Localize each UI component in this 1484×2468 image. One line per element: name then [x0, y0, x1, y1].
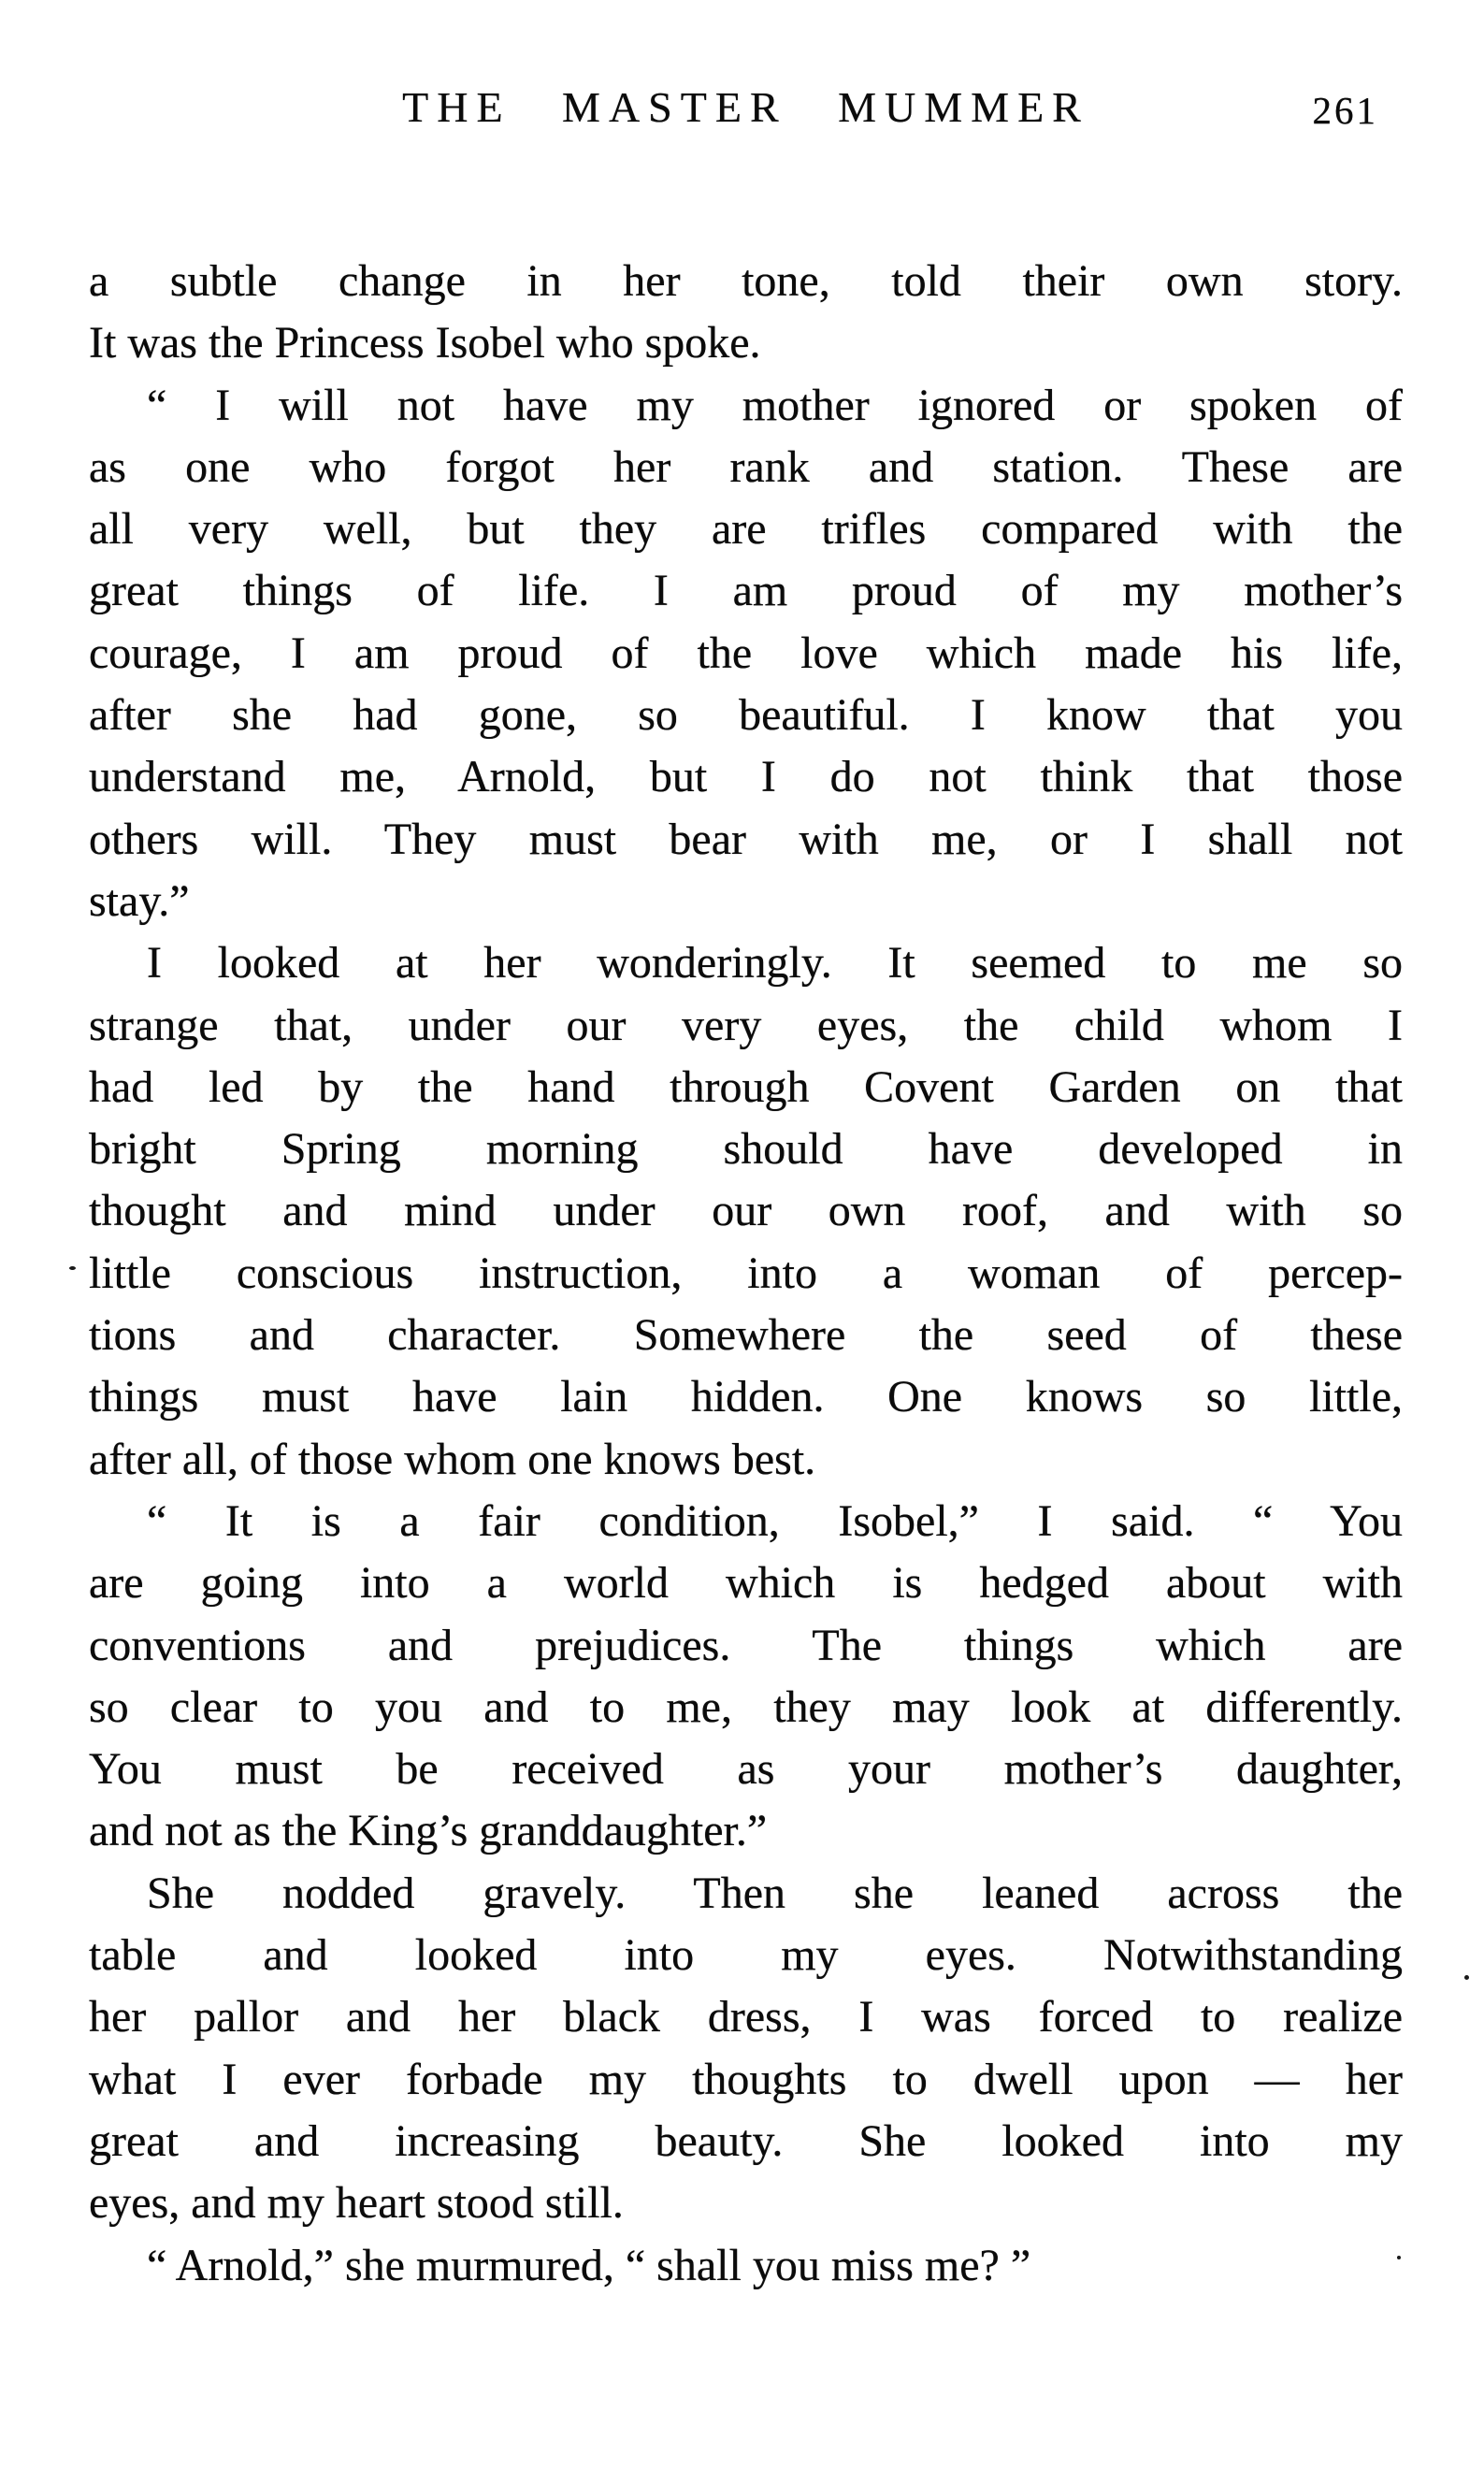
page-body [89, 251, 1403, 2297]
paragraph [89, 2235, 1403, 2297]
text-line: things must have lain hidden. One knows so little, [89, 1372, 1403, 1422]
text-line: all very well, but they are trifles compared with the [89, 504, 1403, 555]
text-line: “ It is a fair condition, Isobel,” I said. “ You [147, 1495, 1403, 1546]
text-line: others will. They must bear with me, or I shall not [89, 814, 1403, 864]
text-line: bright Spring morning should have developed in [89, 1124, 1403, 1175]
scan-speck [1464, 1975, 1469, 1980]
text-line: I looked at her wonderingly. It seemed to me so [147, 938, 1403, 989]
text-line: understand me, Arnold, but I do not think that those [89, 752, 1403, 802]
text-line: table and looked into my eyes. Notwithstanding [89, 1930, 1403, 1981]
text-line: conventions and prejudices. The things which are [89, 1620, 1403, 1670]
page-number: 261 [1312, 89, 1378, 132]
text-line: as one who forgot her rank and station. These are [89, 441, 1403, 492]
text-line: You must be received as your mother’s daughter, [89, 1744, 1403, 1795]
text-line: after she had gone, so beautiful. I know that you [89, 690, 1403, 741]
scan-speck [69, 1266, 76, 1270]
paragraph [89, 1863, 1403, 2235]
text-line: strange that, under our very eyes, the child whom I [89, 1000, 1403, 1050]
text-line: It was the Princess Isobel who spoke. [89, 318, 761, 368]
text-line: courage, I am proud of the love which made his life, [89, 628, 1403, 678]
text-line: “ I will not have my mother ignored or spoken of [147, 380, 1403, 430]
text-line: a subtle change in her tone, told their own story. [89, 256, 1403, 306]
paragraph [89, 932, 1403, 1491]
text-line: tions and character. Somewhere the seed of these [89, 1310, 1403, 1361]
text-line: what I ever forbade my thoughts to dwell upon — her [89, 2054, 1403, 2104]
text-line: great and increasing beauty. She looked into my [89, 2115, 1403, 2166]
text-line: little conscious instruction, into a woman of percep- [89, 1248, 1403, 1298]
scan-speck [1397, 2256, 1401, 2259]
text-line: her pallor and her black dress, I was forced to realize [89, 1992, 1403, 2042]
text-line: thought and mind under our own roof, and with so [89, 1186, 1403, 1236]
running-header [89, 82, 1403, 138]
text-line: eyes, and my heart stood still. [89, 2178, 624, 2229]
paragraph [89, 251, 1403, 375]
text-line: great things of life. I am proud of my mother’s [89, 566, 1403, 616]
text-line: so clear to you and to me, they may look at differently. [89, 1681, 1403, 1732]
running-header-title: THE MASTER MUMMER [402, 83, 1089, 131]
text-line: “ Arnold,” she murmured, “ shall you miss me? ” [147, 2240, 1031, 2290]
text-line: She nodded gravely. Then she leaned across the [147, 1868, 1403, 1918]
paragraph [89, 375, 1403, 933]
text-line: after all, of those whom one knows best. [89, 1434, 816, 1484]
text-line: had led by the hand through Covent Garden on that [89, 1061, 1403, 1112]
text-line: stay.” [89, 875, 190, 926]
text-line: and not as the King’s granddaughter.” [89, 1806, 768, 1856]
paragraph [89, 1491, 1403, 1863]
text-line: are going into a world which is hedged about with [89, 1558, 1403, 1609]
